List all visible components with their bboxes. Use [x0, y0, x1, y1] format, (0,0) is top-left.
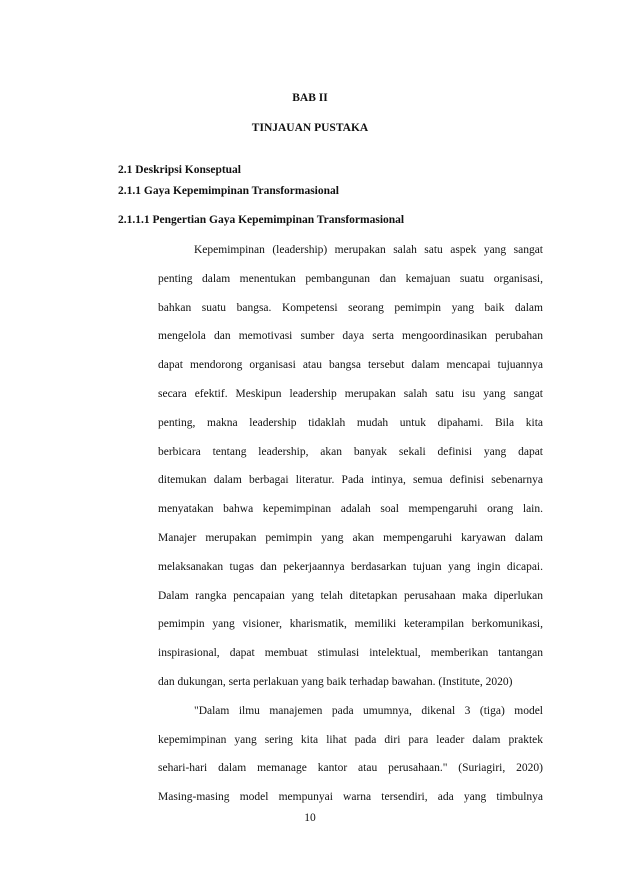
chapter-title: TINJAUAN PUSTAKA: [251, 122, 369, 134]
text-line: secara efektif. Meskipun leadership merupakan salah satu isu yang sangat: [158, 387, 543, 400]
text-line: dapat mendorong organisasi atau bangsa tersebut dalam mencapai tujuannya: [158, 359, 543, 372]
text-line: inspirasional, dapat membuat stimulasi intelektual, memberikan tantangan: [158, 647, 543, 660]
text-line: berbicara tentang leadership, akan banyak sekali definisi yang dapat: [158, 445, 543, 458]
text-line: melaksanakan tugas dan pekerjaannya berdasarkan tujuan yang ingin dicapai.: [158, 560, 543, 573]
body-text: [158, 236, 543, 812]
section-heading-2-1-1-1: 2.1.1.1 Pengertian Gaya Kepemimpinan Transformasional: [118, 214, 405, 226]
text-line: ditemukan dalam berbagai literatur. Pada intinya, semua definisi sebenarnya: [158, 474, 543, 487]
text-line: bahkan suatu bangsa. Kompetensi seorang pemimpin yang baik dalam: [158, 301, 543, 314]
text-line: Dalam rangka pencapaian yang telah ditetapkan perusahaan maka diperlukan: [158, 589, 543, 602]
section-heading-2-1-1: 2.1.1 Gaya Kepemimpinan Transformasional: [118, 185, 339, 197]
chapter-heading: BAB II: [292, 92, 328, 104]
text-line: Kepemimpinan (leadership) merupakan salah satu aspek yang sangat: [194, 244, 543, 256]
text-line: penting, makna leadership tidaklah mudah untuk dipahami. Bila kita: [158, 416, 543, 429]
text-line: "Dalam ilmu manajemen pada umumnya, dikenal 3 (tiga) model: [194, 704, 543, 717]
text-line: menyatakan bahwa kepemimpinan adalah soal mempengaruhi orang lain.: [158, 503, 543, 516]
text-line: Manajer merupakan pemimpin yang akan mempengaruhi karyawan dalam: [158, 531, 543, 544]
text-line: penting dalam menentukan pembangunan dan kemajuan suatu organisasi,: [158, 272, 543, 285]
text-line: mengelola dan memotivasi sumber daya serta mengoordinasikan perubahan: [158, 330, 543, 343]
section-heading-2-1: 2.1 Deskripsi Konseptual: [118, 164, 242, 176]
text-line: dan dukungan, serta perlakuan yang baik terhadap bawahan. (Institute, 2020): [158, 675, 513, 688]
text-line: kepemimpinan yang sering kita lihat pada diri para leader dalam praktek: [158, 733, 543, 746]
page-number: 10: [304, 812, 316, 824]
text-line: pemimpin yang visioner, kharismatik, memiliki keterampilan berkomunikasi,: [158, 618, 543, 631]
text-line: Masing-masing model mempunyai warna tersendiri, ada yang timbulnya: [158, 791, 543, 804]
text-line: sehari-hari dalam memanage kantor atau perusahaan." (Suriagiri, 2020): [158, 762, 543, 775]
